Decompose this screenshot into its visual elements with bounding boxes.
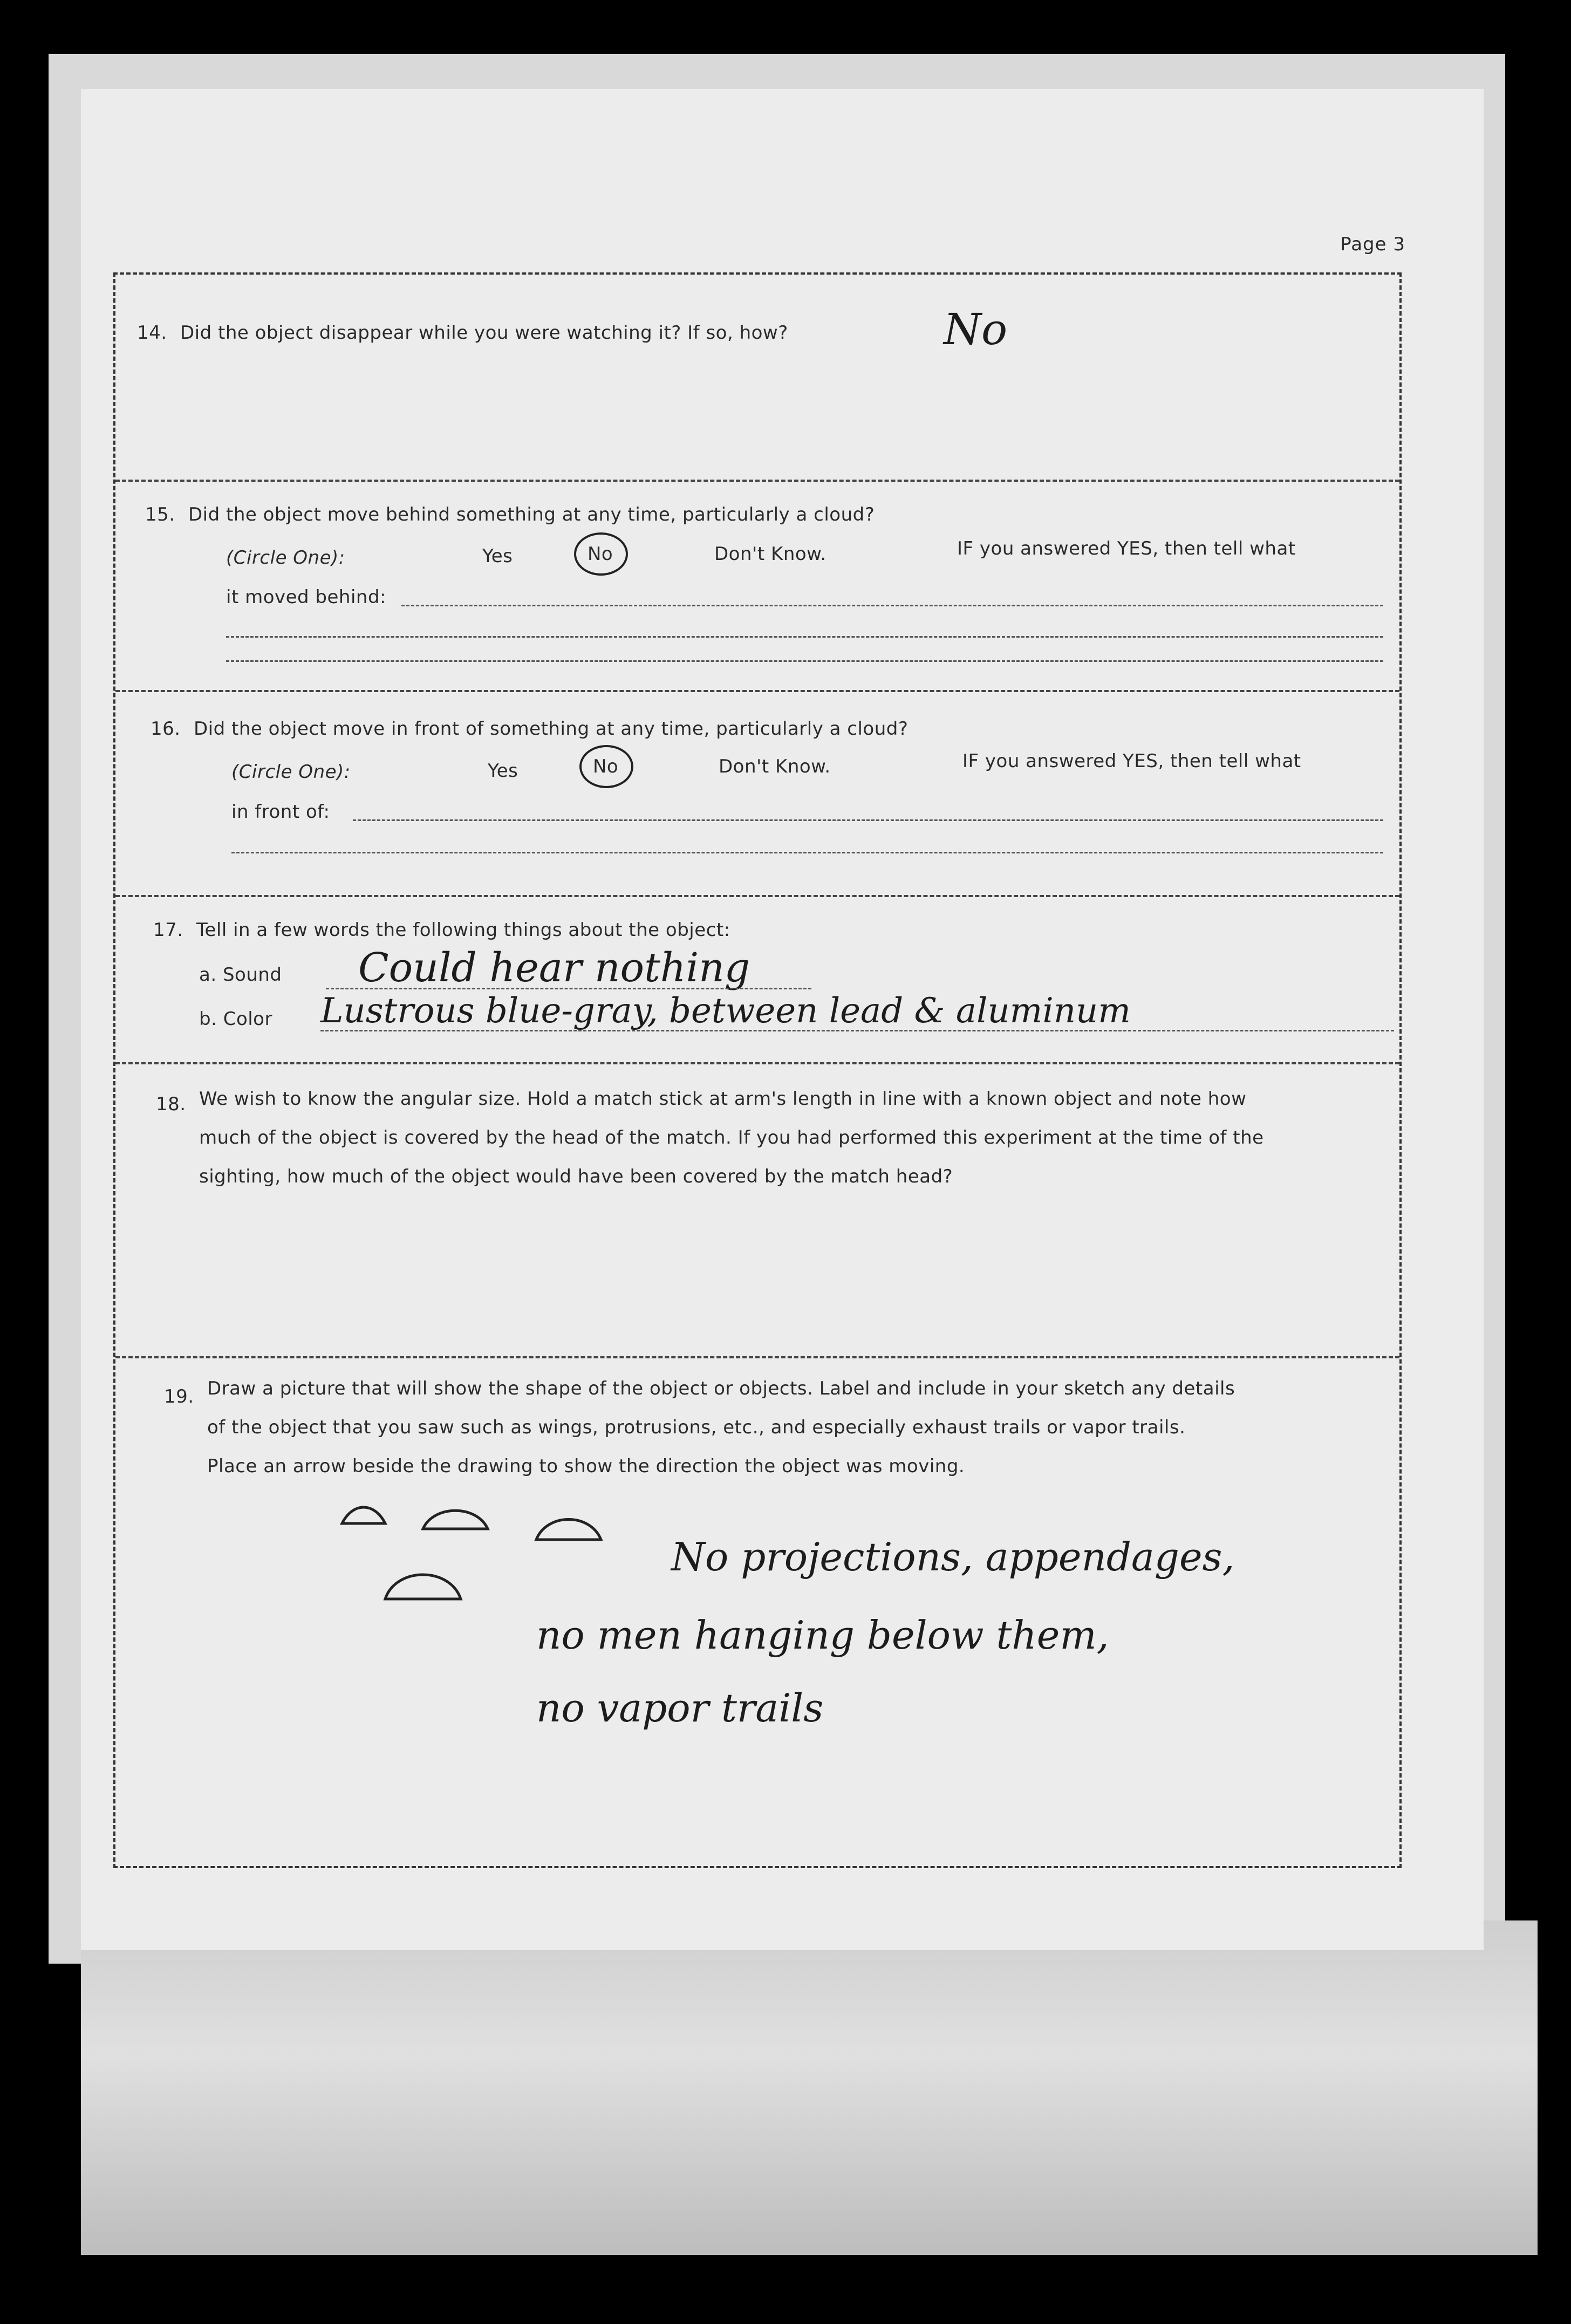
question-15-option-yes: Yes [482,545,513,567]
question-17-sound-line [326,988,811,989]
question-15-circle-label: (Circle One): [226,547,345,569]
question-15-follow-label: it moved behind: [226,586,387,608]
sketch-note-line-1: No projections, appendages, [671,1534,1235,1580]
question-17-text: Tell in a few words the following things about the object: [196,919,730,941]
question-16-option-yes: Yes [488,760,518,782]
sketch-note-line-2: no men hanging below them, [536,1612,1109,1658]
question-17-sound-label: a. Sound [199,964,282,986]
form-page [81,89,1484,1950]
question-15-option-no: No [588,543,613,565]
question-15-if-yes: IF you answered YES, then tell what [957,538,1296,559]
question-16-section [115,690,1399,897]
question-16-answer-line-2 [231,852,1383,853]
question-19-number: 19. [164,1386,194,1407]
question-16-circle-label: (Circle One): [231,761,351,783]
question-16-follow-label: in front of: [231,801,330,823]
question-18-line-3: sighting, how much of the object would have been covered by the match head? [199,1166,953,1187]
sketch-dome-2 [423,1510,488,1529]
question-16-number: 16. [151,718,181,740]
questionnaire-box [113,272,1402,1868]
question-18-line-1: We wish to know the angular size. Hold a match stick at arm's length in line with a known object and note how [199,1088,1247,1110]
question-15-answer-line-3 [226,660,1383,662]
question-14-text: Did the object disappear while you were watching it? If so, how? [180,322,788,344]
question-14-section [115,275,1399,482]
question-14-answer: No [944,304,1008,354]
question-19-line-3: Place an arrow beside the drawing to show the direction the object was moving. [207,1455,965,1477]
light-table-band [81,1920,1538,2255]
question-19-section [115,1356,1399,1863]
question-14-number: 14. [137,322,167,344]
question-16-answer-line-1 [353,819,1383,821]
question-15-option-dont-know: Don't Know. [714,543,827,565]
question-16-text: Did the object move in front of something at any time, particularly a cloud? [194,718,909,740]
question-16-option-no: No [593,756,619,777]
question-17-number: 17. [153,919,183,941]
object-sketch [331,1491,633,1621]
question-16-if-yes: IF you answered YES, then tell what [962,750,1301,772]
question-15-answer-line-1 [401,605,1383,606]
sketch-dome-3 [536,1520,601,1540]
sketch-dome-4 [385,1575,461,1599]
question-16-option-dont-know: Don't Know. [719,756,831,777]
question-17-sound-answer: Could hear nothing [358,945,750,991]
question-18-section [115,1062,1399,1358]
sketch-note-line-3: no vapor trails [536,1685,824,1731]
question-17-section [115,895,1399,1064]
question-15-answer-line-2 [226,636,1383,638]
question-19-line-1: Draw a picture that will show the shape of the object or objects. Label and include in your sketch any details [207,1378,1235,1399]
question-17-color-answer: Lustrous blue-gray, between lead & aluminum [320,991,1131,1031]
page-number: Page 3 [1340,234,1405,255]
question-17-color-line [320,1030,1394,1031]
question-15-number: 15. [145,504,175,525]
sketch-dome-1 [342,1507,385,1523]
question-17-color-label: b. Color [199,1008,272,1030]
question-15-text: Did the object move behind something at any time, particularly a cloud? [188,504,875,525]
question-18-number: 18. [156,1093,186,1115]
question-19-line-2: of the object that you saw such as wings, protrusions, etc., and especially exhaust trails or vapor trails. [207,1417,1186,1438]
question-15-section [115,480,1399,692]
question-18-line-2: much of the object is covered by the head of the match. If you had performed this experiment at the time of the [199,1127,1264,1149]
